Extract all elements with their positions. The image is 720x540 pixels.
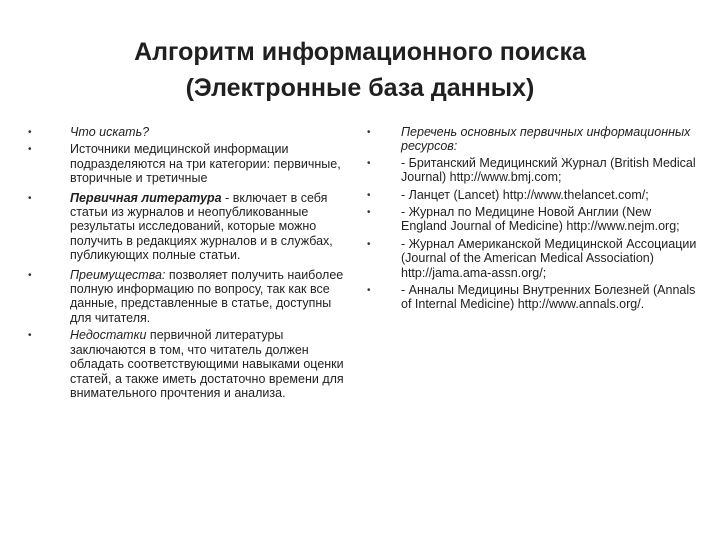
title-line-1: Алгоритм информационного поиска — [134, 38, 586, 66]
bullet-icon: • — [367, 157, 371, 169]
list-item — [28, 125, 354, 139]
list-item — [28, 142, 354, 185]
list-item — [28, 268, 354, 326]
list-item — [28, 328, 354, 400]
right-bullet-list — [367, 125, 697, 312]
question-text: Что искать? — [70, 125, 150, 139]
resource-lancet: - Ланцет (Lancet) http://www.thelancet.com/; — [401, 187, 649, 202]
bullet-icon: • — [28, 144, 32, 156]
disadvantages-term: Недостатки — [70, 328, 147, 343]
list-item — [367, 125, 697, 154]
bullet-icon: • — [28, 330, 32, 342]
list-item — [367, 283, 697, 312]
slide-title — [60, 34, 660, 106]
left-bullet-list — [28, 125, 354, 400]
primary-literature-term: Первичная литература — [70, 190, 222, 205]
right-column — [367, 125, 697, 312]
disadvantages-text: первичной литературы заключаются в том, что читатель должен обладать соответствующими навыками оценки статей, а также иметь достаточно времени для внимательного прочтения и анализа. — [70, 328, 344, 400]
list-item — [367, 156, 697, 185]
list-item — [367, 205, 697, 234]
left-column — [28, 125, 354, 400]
advantages-term: Преимущества: — [70, 267, 166, 282]
bullet-icon: • — [367, 285, 371, 297]
list-item — [367, 237, 697, 280]
primary-literature-text: - включает в себя статьи из журналов и неопубликованные результаты исследований, которые можно получить в редакциях журналов и в службах, публикующих полные статьи. — [70, 190, 333, 263]
sources-text: Источники медицинской информации подразделяются на три категории: первичные, вторичные и третичные — [70, 142, 341, 186]
bullet-icon: • — [367, 127, 371, 138]
bullet-icon: • — [28, 127, 32, 138]
bullet-icon: • — [367, 238, 371, 250]
title-line-2: (Электронные база данных) — [185, 74, 535, 102]
resource-nejm: - Журнал по Медицине Новой Англии (New England Journal of Medicine) http://www.nejm.org; — [401, 205, 680, 234]
resource-jama: - Журнал Американской Медицинской Ассоциации (Journal of the American Medical Association) http://jama.ama-assn.org/; — [401, 236, 697, 280]
list-item — [367, 188, 697, 202]
resource-bmj: - Британский Медицинский Журнал (British Medical Journal) http://www.bmj.com; — [401, 155, 696, 185]
bullet-icon: • — [28, 192, 32, 204]
list-item — [28, 191, 354, 263]
bullet-icon: • — [367, 189, 371, 201]
bullet-icon: • — [28, 269, 32, 281]
bullet-icon: • — [367, 207, 371, 219]
resources-heading: Перечень основных первичных информационных ресурсов: — [401, 125, 691, 154]
resource-annals: - Анналы Медицины Внутренних Болезней (Annals of Internal Medicine) http://www.annals.org/. — [401, 283, 696, 312]
advantages-text: позволяет получить наиболее полную информацию по вопросу, так как все данные, представленные в статье, доступны для читателя. — [70, 267, 344, 325]
